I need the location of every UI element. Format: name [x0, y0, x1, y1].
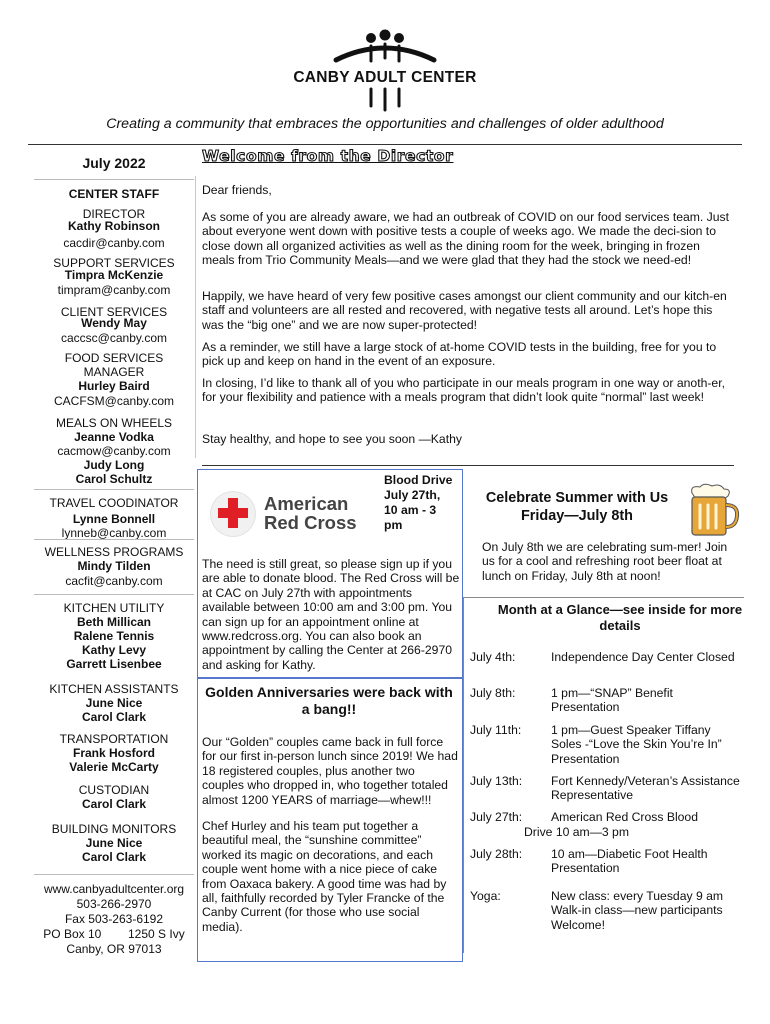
- staff-kitchen-utility: KITCHEN UTILITY Beth Millican Ralene Tennis Kathy Levy Garrett Lisenbee: [63, 601, 165, 671]
- staff-custodian: CUSTODIAN Carol Clark: [78, 783, 150, 811]
- golden-paragraph: Chef Hurley and his team put together a beautiful meal, the “sunshine committee” worked its magic on decorations, and each couple went home with a nice piece of cake from Oaxaca bakery. A good time was had by all, faithfully recorded by Tyler Francke of the Canby Current (for those who use social media).: [202, 819, 447, 934]
- staff-kitchen-assistants: KITCHEN ASSISTANTS June Nice Carol Clark: [49, 682, 179, 724]
- golden-anniversary-title: Golden Anniversaries were back with a bang!!: [205, 684, 453, 717]
- event-description: New class: every Tuesday 9 am Walk-in class—new participants Welcome!: [551, 889, 724, 932]
- event-description: Independence Day Center Closed: [551, 650, 735, 664]
- event-date: July 13th:: [470, 774, 523, 788]
- address-line-1: PO Box 10 1250 S Ivy: [43, 927, 185, 941]
- letter-salutation: Dear friends,: [202, 183, 272, 197]
- staff-travel: TRAVEL COODINATOR Lynne Bonnell lynneb@canby.com: [34, 496, 194, 540]
- letter-paragraph: As a reminder, we still have a large stock of at-home COVID tests in the building, free for you to pick up and keep on hand in the event of an exposure.: [202, 340, 717, 369]
- header-divider: [28, 144, 742, 145]
- staff-director: DIRECTOR Kathy Robinson cacdir@canby.com: [34, 207, 194, 250]
- staff-food: FOOD SERVICES MANAGER Hurley Baird CACFSM@canby.com: [34, 351, 194, 408]
- email-link[interactable]: CACFSM@canby.com: [54, 394, 174, 408]
- celebrate-body: On July 8th we are celebrating sum-mer! Join us for a cool and refreshing root beer float at lunch on Friday, July 8th at noon!: [482, 540, 728, 583]
- email-link[interactable]: cacmow@canby.com: [57, 444, 171, 458]
- letter-paragraph: In closing, I’d like to thank all of you who participate in our meals program in one way or anoth-er, for your flexibility and patience with a meals program that didn’t look quite “normal” last week!: [202, 376, 725, 405]
- event-description: Drive 10 am—3 pm: [524, 825, 629, 839]
- email-link[interactable]: timpram@canby.com: [57, 283, 171, 297]
- event-date: July 27th:: [470, 810, 523, 824]
- celebrate-title: Celebrate Summer with Us Friday—July 8th: [485, 490, 669, 524]
- letter-paragraph: As some of you are already aware, we had an outbreak of COVID on our food services team. Just about everyone went down with positive tests a couple of weeks ago. We made the deci-sion to close down all organized activities as well as the dining room for the week, bringing in frozen meals from Trio Community Meals—and we were glad that they had the stock we need-ed!: [202, 210, 730, 268]
- staff-building-monitors: BUILDING MONITORS June Nice Carol Clark: [51, 822, 177, 864]
- event-description: Fort Kennedy/Veteran’s Assistance Representative: [551, 774, 740, 803]
- column-divider: [195, 176, 196, 458]
- sidebar-divider: [34, 594, 194, 595]
- newsletter-month: July 2022: [82, 155, 146, 171]
- letter-paragraph: Happily, we have heard of very few positive cases amongst our client community and our kitch-en staff and volunteers are all rested and recovered, with negative tests all around. Let’s hope this was the “big one” and we are now super-protected!: [202, 289, 727, 332]
- sidebar-divider: [34, 539, 194, 540]
- staff-meals: MEALS ON WHEELS Jeanne Vodka cacmow@canby.com Judy Long Carol Schultz: [34, 416, 194, 486]
- event-date: July 11th:: [470, 723, 522, 737]
- email-link[interactable]: cacfit@canby.com: [65, 574, 163, 588]
- center-staff-heading: CENTER STAFF: [68, 187, 160, 201]
- golden-paragraph: Our “Golden” couples came back in full force for our first in-person lunch since 2019! We had 18 registered couples, plus another two couples who dropped in, who together totaled almost 1200 YEARS of marriage—whew!!!: [202, 735, 458, 807]
- sidebar-divider: [34, 874, 194, 875]
- staff-client: CLIENT SERVICES Wendy May caccsc@canby.com: [34, 305, 194, 345]
- email-link[interactable]: lynneb@canby.com: [61, 526, 167, 540]
- event-description: American Red Cross Blood: [551, 810, 698, 824]
- tagline: Creating a community that embraces the opportunities and challenges of older adulthood: [106, 116, 664, 132]
- event-description: 1 pm—Guest Speaker Tiffany Soles -“Love the Skin You’re In” Presentation: [551, 723, 722, 766]
- event-date: July 8th:: [470, 686, 516, 700]
- blood-drive-date: Blood Drive July 27th, 10 am - 3 pm: [384, 473, 453, 532]
- letter-signoff: Stay healthy, and hope to see you soon —Kathy: [202, 432, 462, 446]
- address-line-2: Canby, OR 97013: [66, 942, 162, 956]
- website-link[interactable]: www.canbyadultcenter.org: [43, 882, 185, 896]
- email-link[interactable]: caccsc@canby.com: [61, 331, 167, 345]
- red-cross-icon: [218, 508, 248, 518]
- root-beer-mug-icon: [682, 483, 740, 539]
- red-cross-logo-text: American Red Cross: [264, 493, 357, 533]
- fax-number: Fax 503-263-6192: [64, 912, 164, 926]
- sidebar-divider: [34, 489, 194, 490]
- blood-drive-body: The need is still great, so please sign up if you are able to donate blood. The Red Cross will be at CAC on July 27th with appointments available between 10:00 am and 3:00 pm. You can sign up for an appointment online at www.redcross.org. You can also book an appointment by calling the Center at 266-2970 and asking for Kathy.: [202, 557, 460, 672]
- email-link[interactable]: cacdir@canby.com: [63, 236, 165, 250]
- phone-number: 503-266-2970: [76, 897, 152, 911]
- contact-info: [34, 882, 194, 957]
- event-date: July 28th:: [470, 847, 523, 861]
- event-date: Yoga:: [470, 889, 501, 903]
- section-divider: [202, 465, 734, 466]
- staff-transportation: TRANSPORTATION Frank Hosford Valerie McCarty: [59, 732, 169, 774]
- month-at-a-glance-title: Month at a Glance—see inside for more details: [497, 602, 743, 633]
- event-date: July 4th:: [470, 650, 516, 664]
- org-name: CANBY ADULT CENTER: [293, 69, 477, 86]
- event-divider: [463, 679, 464, 680]
- event-description: 10 am—Diabetic Foot Health Presentation: [551, 847, 708, 876]
- staff-support: SUPPORT SERVICES Timpra McKenzie timpram@canby.com: [34, 256, 194, 297]
- sidebar-divider: [34, 179, 194, 180]
- event-description: 1 pm—“SNAP” Benefit Presentation: [551, 686, 680, 715]
- staff-wellness: WELLNESS PROGRAMS Mindy Tilden cacfit@canby.com: [34, 545, 194, 588]
- director-heading: Welcome from the Director: [202, 147, 454, 165]
